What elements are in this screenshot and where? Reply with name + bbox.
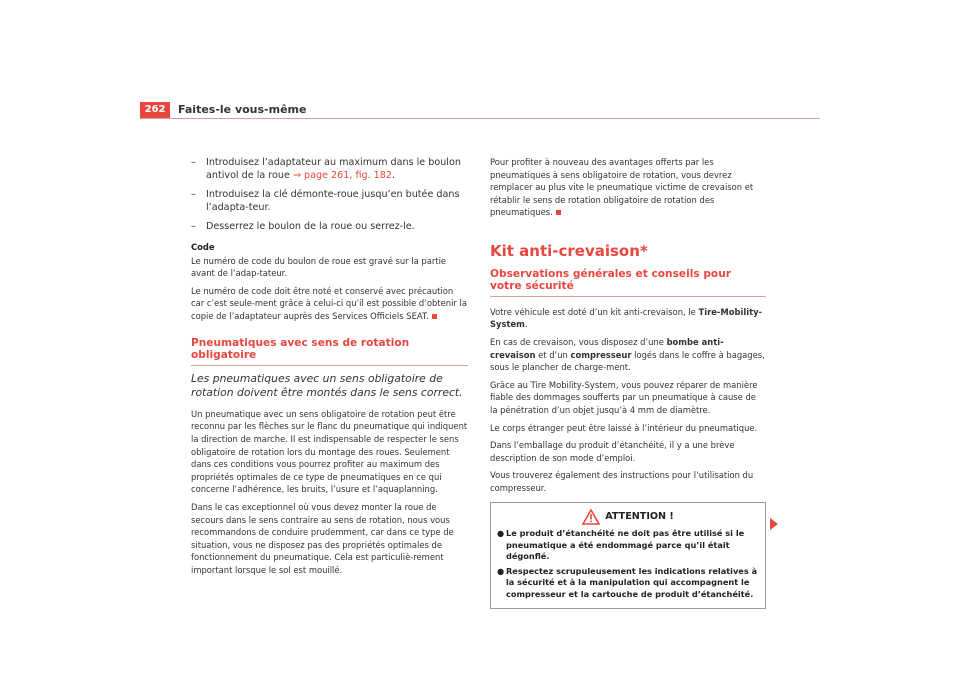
right-column [490,156,766,609]
step-item: – Introduisez la clé démonte-roue jusqu’en butée dans l’adapta-teur. [191,189,460,213]
left-column [191,156,468,581]
body-paragraph: Votre véhicule est doté d’un kit anti-crevaison, le Tire-Mobility-System. [490,306,763,330]
warning-box [490,502,766,609]
kit-title: Kit anti-crevaison* [490,241,648,260]
page-reference-link[interactable]: ⇒ page 261, fig. 182 [292,170,392,181]
body-paragraph: Le corps étranger peut être laissé à l’intérieur du pneumatique. [490,422,758,433]
page-number-badge: 262 [140,102,170,118]
warning-title: ATTENTION ! [605,511,674,523]
header-divider [140,118,820,119]
body-paragraph: En cas de crevaison, vous disposez d’une bombe anti-crevaison et d’un compresseur logés dans le coffre à bagages, sous le plancher de charge-ment. [490,336,765,373]
warning-triangle-icon [582,509,600,525]
body-paragraph: Vous trouverez également des instructions pour l’utilisation du compresseur. [490,470,754,493]
warning-item: ● Le produit d’étanchéité ne doit pas être utilisé si le pneumatique a été endommagé parce qu’il était dégonflé. [497,528,745,562]
body-paragraph: Grâce au Tire Mobility-System, vous pouvez réparer de manière fiable des dommages soufferts par un pneumatique à cause de la pénétration d’un objet jusqu’à 4 mm de diamètre. [490,379,758,415]
warning-item: ● Respectez scrupuleusement les indications relatives à la sécurité et à la manipulation qui accompagnent le compresseur et la cartouche de produit d’étanchéité. [497,565,758,599]
body-paragraph: Dans le cas exceptionnel où vous devez monter la roue de secours dans le sens contraire au sens de rotation, nous vous recommandons de conduire prudemment, car dans ce type de situation, vous ne disposez pas des propriétés optimales de fonctionnement du pneumatique. Cela est particuliè-rement important lorsque le sol est mouillé. [191,501,454,575]
end-square-icon [432,314,437,319]
code-paragraph: Le numéro de code doit être noté et conservé avec précaution car c’est seule-ment grâce à celui-ci qu’il est possible d’obtenir la copie de l’adaptateur auprès des Services Officiels SEAT. [191,285,467,321]
bullet-icon: ● [497,528,505,539]
code-paragraph: Le numéro de code du boulon de roue est gravé sur la partie avant de l’adap-tateur. [191,255,447,279]
body-paragraph: Un pneumatique avec un sens obligatoire de rotation peut être reconnu par les flèches sur le flanc du pneumatique qui indiquent la direction de marche. Il est indispensable de respecter le sens obligatoire de rotation lors du montage des roues. Seulement dans ces conditions vous pourrez profiter au maximum des propriétés optimales de ce type de pneumatiques en ce qui concerne l’adhérence, les bruits, l’usure et l’aquaplanning. [191,408,468,495]
section-title: Pneumatiques avec sens de rotation obligatoire [191,337,468,366]
subsection-title: Observations générales et conseils pour votre sécurité [490,268,766,297]
intro-paragraph: Pour profiter à nouveau des avantages offerts par les pneumatiques à sens obligatoire de rotation, vous devrez remplacer au plus vite le pneumatique victime de crevaison et rétablir le sens de rotation obligatoire de rotation des pneumatiques. [490,157,754,218]
step-item: – Desserrez le boulon de la roue ou serrez-le. [191,221,415,232]
step-item: – Introduisez l’adaptateur au maximum dans le boulon antivol de la roue ⇒ page 261, fig. 182. [191,157,461,181]
chapter-title: Faites-le vous-même [178,103,307,116]
bullet-icon: ● [497,565,505,576]
warning-header [497,509,759,525]
body-paragraph: Dans l’emballage du produit d’étanchéité, il y a une brève description de son mode d’emploi. [490,440,735,463]
end-square-icon [556,210,561,215]
section-lead: Les pneumatiques avec un sens obligatoire de rotation doivent être montés dans le sens correct. [191,371,463,399]
next-page-arrow-icon[interactable] [770,518,778,530]
code-heading: Code [191,242,215,252]
